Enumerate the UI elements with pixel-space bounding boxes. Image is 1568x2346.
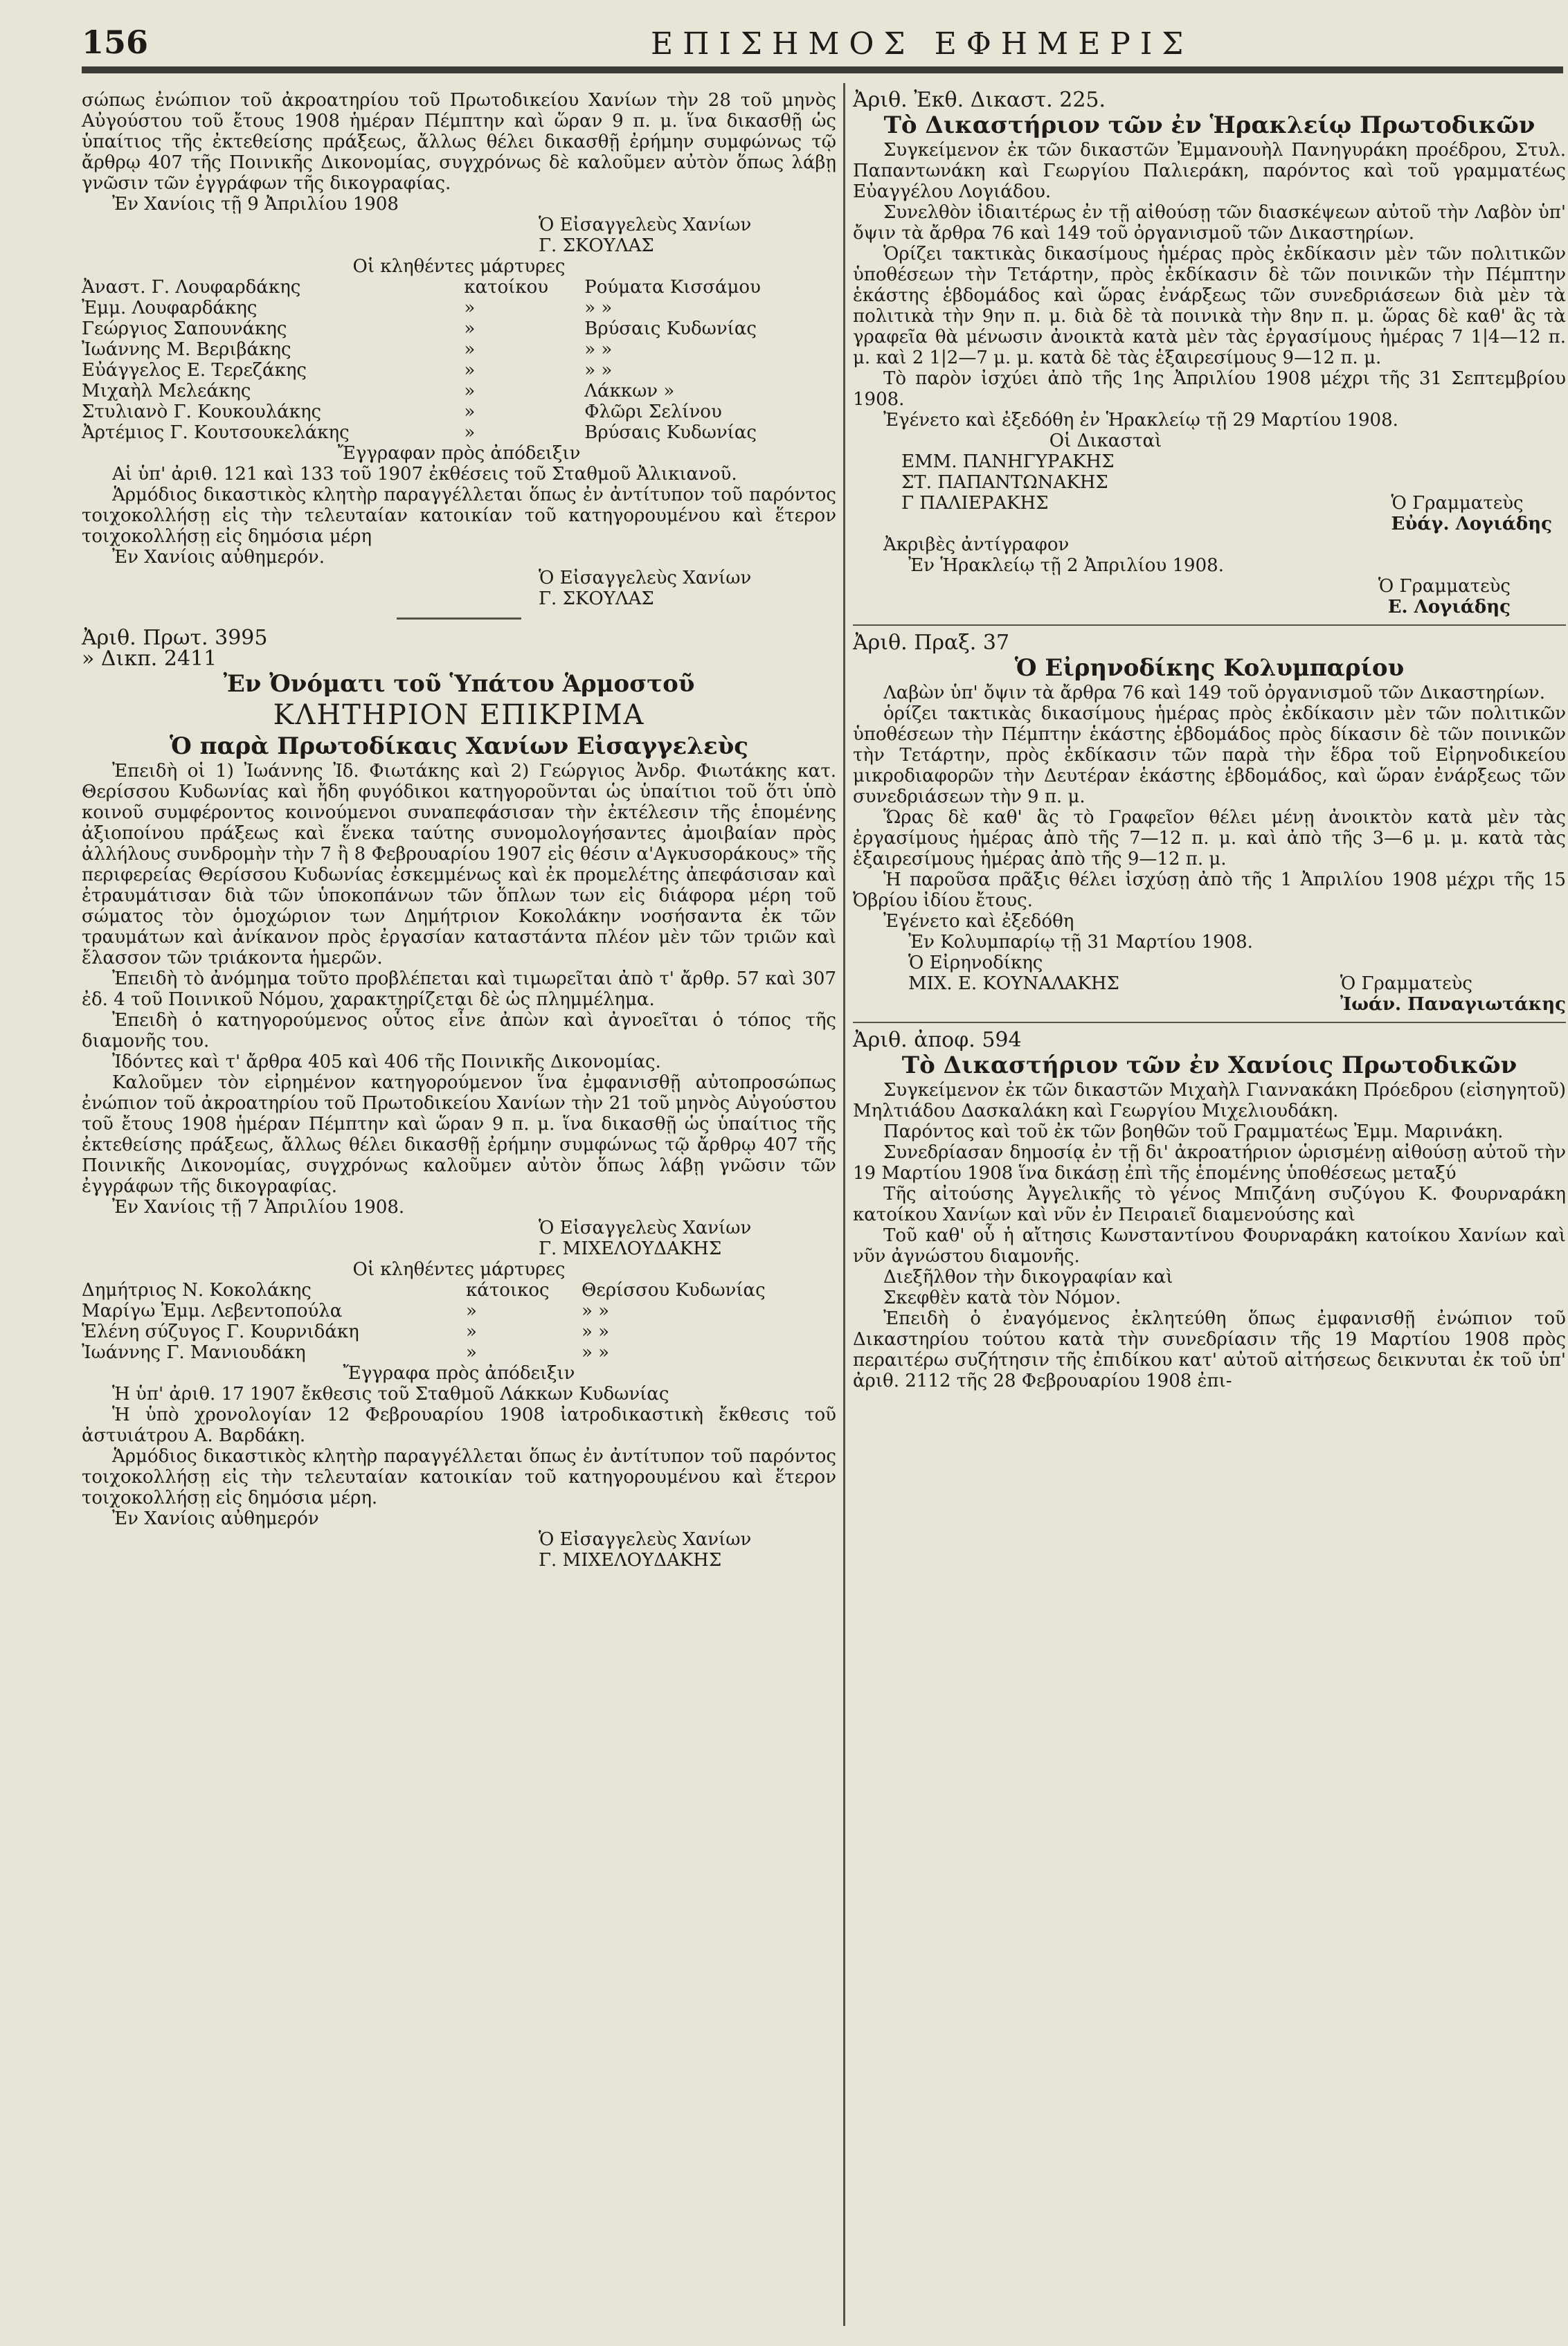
paragraph: Συγκείμενον ἐκ τῶν δικαστῶν Ἐμμανουὴλ Πανηγυράκη προέδρου, Στυλ. Παπαντωνάκη καὶ Γεωργίου Παλιεράκη, παρόντος καὶ τοῦ γραμματέως Εὐαγγέλου Λογιάδου. [853, 140, 1566, 202]
section-label: Ἔγγραφα πρὸς ἀπόδειξιν [343, 1363, 575, 1384]
section-label: Οἱ Δικασταὶ [1049, 431, 1162, 451]
signature-name: Ε. Λογιάδης [1387, 597, 1511, 617]
signatures-block [853, 953, 1566, 1015]
section-heading: Τὸ Δικαστήριον τῶν ἐν Χανίοις Πρωτοδικῶν [901, 1052, 1517, 1079]
paragraph: Λαβὼν ὑπ' ὄψιν τὰ ἄρθρα 76 καὶ 149 τοῦ ὀργανισμοῦ τῶν Δικαστηρίων. [883, 683, 1545, 703]
column-rule [843, 83, 845, 2326]
judges-block [853, 451, 1566, 534]
signature-title: Ὁ Εἰσαγγελεὺς Χανίων [539, 1529, 752, 1550]
date-line: Ἐν Ἡρακλείῳ τῇ 2 Ἀπριλίου 1908. [908, 555, 1224, 576]
date-line: Ἐν Χανίοις αὐθημερόν [112, 1508, 319, 1529]
paragraph: Τὸ παρὸν ἰσχύει ἀπὸ τῆς 1ης Ἀπριλίου 1908 μέχρι τῆς 31 Σεπτεμβρίου 1908. [853, 368, 1566, 410]
signature-title: Ὁ Εἰρηνοδίκης [908, 953, 1043, 973]
paragraph: Ἐπειδὴ ὁ ἐναγόμενος ἐκλητεύθη ὅπως ἐμφανισθῇ ἐνώπιον τοῦ Δικαστηρίου τούτου κατὰ τὴν συνεδρίασιν τῆς 19 Μαρτίου 1908 πρὸς περαιτέρω συζήτησιν τῆς ἐπιδίκου κατ' αὐτοῦ αἰτήσεως δεικνυται ἐκ τοῦ ὑπ' ἀριθ. 2112 τῆς 28 Φεβρουαρίου 1908 ἐπι- [853, 1308, 1566, 1391]
paragraph: Ἡ ὑπὸ χρονολογίαν 12 Φεβρουαρίου 1908 ἰατροδικαστικὴ ἔκθεσις τοῦ ἀστυιάτρου Α. Βαρδάκη. [82, 1405, 836, 1446]
table-row: Μαρίγω Ἐμμ. Λεβεντοπούλα » » » [82, 1301, 610, 1321]
paragraph: Αἱ ὑπ' ἀριθ. 121 καὶ 133 τοῦ 1907 ἐκθέσεις τοῦ Σταθμοῦ Ἀλικιανοῦ. [112, 464, 737, 485]
signature-name: Γ. ΣΚΟΥΛΑΣ [539, 235, 654, 256]
separator [853, 1022, 1566, 1023]
paragraph: Συνελθὸν ἰδιαιτέρως ἐν τῇ αἰθούσῃ τῶν διασκέψεων αὐτοῦ τὴν Λαβὸν ὑπ' ὄψιν τὰ ἄρθρα 76 καὶ 149 τοῦ ὀργανισμοῦ τῶν Δικαστηρίων. [853, 202, 1566, 244]
signature-title: Ὁ Εἰσαγγελεὺς Χανίων [539, 568, 752, 588]
paragraph: Τοῦ καθ' οὗ ἡ αἴτησις Κωνσταντίνου Φουρναράκη κατοίκου Χανίων καὶ νῦν ἀγνώστου διαμονῆς. [853, 1225, 1566, 1267]
header-rule [82, 66, 1563, 73]
protocol-number: Ἀριθ. Πρωτ. 3995 [82, 626, 268, 650]
table-row: Δημήτριος Ν. Κοκολάκης κάτοικος Θερίσσου Κυδωνίας [82, 1280, 766, 1301]
date-line: Ἐν Χανίοις τῇ 9 Ἀπριλίου 1908 [112, 194, 399, 215]
signature-title: Ὁ Γραμματεὺς [1378, 576, 1511, 597]
paragraph: Ἐπειδὴ ὁ κατηγορούμενος οὗτος εἶνε ἀπὼν καὶ ἀγνοεῖται ὁ τόπος τῆς διαμονῆς του. [82, 1010, 836, 1052]
separator [397, 617, 521, 620]
paragraph: Ἐγένετο καὶ ἐξεδόθη [883, 911, 1074, 932]
paragraph: Ἐπειδὴ οἱ 1) Ἰωάννης Ἰδ. Φιωτάκης καὶ 2) Γεώργιος Ἀνδρ. Φιωτάκης κατ. Θερίσσου Κυδωνίας καὶ ἤδη φυγόδικοι κατηγοροῦνται ὡς ὑπαίτιοι τοῦ ὅτι ὑπὸ κοινοῦ συμφέροντος κοινούμενοι συναπεφάσισαν τὴν ἐκτέλεσιν τῆς ἑπομένης ἀξιοποίνου πράξεως καὶ ἕνεκα ταύτης συνομολογήσαντες ἀμοιβαίαν πρὸς ἀλλήλους συνδρομὴν τὴν 7 ἢ 8 Φεβρουαρίου 1907 εἰς θέσιν α'Αγκυσοράκους» τῆς περιφερείας Θερίσσου Κυδωνίας ἐσκεμμένως καὶ ἐκ προμελέτης ἀπεφάσισαν καὶ ἐτραυμάτισαν διὰ τῶν ὑποκοπάνων τῶν ὅπλων των εἰς διάφορα μέρη τοῦ σώματος τὸν ὁμοχώριον των Δημήτριον Κοκολάκην νοσήσαντα ἐκ τῶν τραυμάτων καὶ ἀνίκανον πρὸς ἐργασίαν καταστάντα πλέον μὲν τῶν τριῶν καὶ ἔλασσον τῶν τριάκοντα ἡμερῶν. [82, 761, 836, 968]
paragraph: Συγκείμενον ἐκ τῶν δικαστῶν Μιχαὴλ Γιαννακάκη Πρόεδρου (εἰσηγητοῦ) Μηλτιάδου Δασκαλάκη καὶ Γεωργίου Μιχελιουδάκη. [853, 1080, 1566, 1121]
page-number: 156 [82, 24, 149, 61]
section-label: Οἱ κληθέντες μάρτυρες [352, 1259, 566, 1280]
signature-name: Γ. ΣΚΟΥΛΑΣ [539, 588, 654, 609]
paragraph: ὁρίζει τακτικὰς δικασίμους ἡμέρας πρὸς ἐκδίκασιν μὲν τῶν πολιτικῶν ὑποθέσεων τὴν Πέμπτην ἑκάστης ἑβδομάδος πρὸς δίκασιν δὲ τῶν ποινικῶν τὴν Τετάρτην, πρὸς ἐκδίκασιν τῶν παρὰ τὴν ἕδρα τοῦ Εἰρηνοδικείου μικροδιαφορῶν τὴν Δευτέραν ἑκάστης ἑβδομάδος, καὶ ὥραν ἐνάρξεως τῶν συνεδριάσεων τὴν 9 π. μ. [853, 703, 1566, 807]
date-line: Ἐγένετο καὶ ἐξεδόθη ἐν Ἡρακλείῳ τῇ 29 Μαρτίου 1908. [883, 410, 1398, 431]
paragraph: Ἡ ὑπ' ἀριθ. 17 1907 ἔκθεσις τοῦ Σταθμοῦ Λάκκων Κυδωνίας [112, 1384, 669, 1405]
case-number: » Δικπ. 2411 [82, 647, 217, 671]
table-row: Ἀναστ. Γ. Λουφαρδάκης κατοίκου Ρούματα Κισσάμου [82, 277, 761, 298]
table-row: Ἑλένη σύζυγος Γ. Κουρνιδάκη » » » [82, 1321, 610, 1342]
signature-title: Ὁ Γραμματεὺς [1391, 493, 1524, 514]
right-column [853, 90, 1566, 1391]
record-number: Ἀριθ. Ἐκθ. Δικαστ. 225. [853, 88, 1106, 112]
witness-table [82, 277, 836, 443]
judge-name: Γ ΠΑΛΙΕΡΑΚΗΣ [901, 493, 1049, 514]
date-line: Ἐν Χανίοις τῇ 7 Ἀπριλίου 1908. [112, 1197, 405, 1218]
date-line: Ἐν Χανίοις αὐθημερόν. [112, 547, 325, 568]
paragraph: Καλοῦμεν τὸν εἰρημένον κατηγορούμενον ἵνα ἐμφανισθῇ αὐτοπροσώπως ἐνώπιον τοῦ ἀκροατηρίου τοῦ Πρωτοδικείου Χανίων τὴν 21 τοῦ μηνὸς Αὐγούστου τοῦ ἔτους 1908 ἡμέραν Πέμπτην καὶ ὥραν 9 π. μ. ἵνα δικασθῇ ὡς ὑπαίτιος τῆς ἐκτεθείσης πράξεως, ἄλλως θέλει δικασθῇ ἐρήμην συμφώνως τῷ ἄρθρῳ 407 τῆς Ποινικῆς Δικονομίας, συγχρόνως καλοῦμεν αὐτὸν ὅπως λάβῃ γνῶσιν τῶν ἐγγράφων τῆς δικογραφίας. [82, 1072, 836, 1197]
masthead-title: ΕΠΙΣΗΜΟΣ ΕΦΗΜΕΡΙΣ [651, 26, 1193, 62]
document-title: ΚΛΗΤΗΡΙΟΝ ΕΠΙΚΡΙΜΑ [273, 699, 645, 731]
table-row: Ἐμμ. Λουφαρδάκης » » » [82, 298, 613, 318]
paragraph: Ἐπειδὴ τὸ ἀνόμημα τοῦτο προβλέπεται καὶ τιμωρεῖται ἀπὸ τ' ἄρθρ. 57 καὶ 307 ἐδ. 4 τοῦ Ποινικοῦ Νόμου, χαρακτηρίζεται δὲ ὡς πλημμέλημα. [82, 968, 836, 1010]
table-row: Γεώργιος Σαπουνάκης » Βρύσαις Κυδωνίας [82, 318, 757, 339]
paragraph: Ὁρίζει τακτικὰς δικασίμους ἡμέρας πρὸς ἐκδίκασιν μὲν τῶν πολιτικῶν ὑποθέσεων τὴν Τετάρτην, πρὸς ἐκδίκασιν δὲ τῶν ποινικῶν τὴν Πέμπτην ἑκάστης ἑβδομάδος καὶ ὥρας ἐνάρξεως τῶν συνεδριάσεων διὰ μὲν τὰ πολιτικὰ τὴν 9ην π. μ. διὰ δὲ τὰ ποινικὰ τὴν 8ην π. μ. ὥρας δὲ καθ' ἃς τὰ γραφεῖα θὰ μένωσιν ἀνοικτὰ κατὰ μὲν τὰς ἐργασίμους ἡμέρας 7 1|4—12 π. μ. καὶ 2 1|2—7 μ. μ. κατὰ δὲ τὰς ἑξαιρεσίμους 9—12 π. μ. [853, 244, 1566, 368]
signature-name: Ἰωάν. Παναγιωτάκης [1340, 994, 1566, 1015]
date-line: Ἐν Κολυμπαρίῳ τῇ 31 Μαρτίου 1908. [908, 932, 1253, 953]
signature-name: Γ. ΜΙΧΕΛΟΥΔΑΚΗΣ [539, 1550, 722, 1571]
section-heading: Τὸ Δικαστήριον τῶν ἐν Ἡρακλείῳ Πρωτοδικῶν [883, 111, 1535, 139]
judge-name: ΣΤ. ΠΑΠΑΝΤΩΝΑΚΗΣ [901, 472, 1108, 493]
signature-title: Ὁ Εἰσαγγελεὺς Χανίων [539, 215, 752, 235]
record-number: Ἀριθ. Πραξ. 37 [853, 631, 1010, 655]
paragraph: Ὥρας δὲ καθ' ἃς τὸ Γραφεῖον θέλει μένῃ ἀνοικτὸν κατὰ μὲν τὰς ἐργασίμους ἡμέρας ἀπὸ τῆς 7—12 π. μ. καὶ ἀπὸ τῆς 3—6 μ. μ. κατὰ τὰς ἑξαιρεσίμους ἡμέρας ἀπὸ τῆς 9—12 π. μ. [853, 807, 1566, 869]
witness-table [82, 1280, 836, 1363]
paragraph: Ἀκριβὲς ἀντίγραφον [883, 534, 1070, 555]
paragraph: σώπως ἐνώπιον τοῦ ἀκροατηρίου τοῦ Πρωτοδικείου Χανίων τὴν 28 τοῦ μηνὸς Αὐγούστου τοῦ ἔτους 1908 ἡμέραν Πέμπτην καὶ ὥραν 9 π. μ. ἵνα δικασθῇ ὡς ὑπαίτιος τῆς ἐκτεθείσης πράξεως, ἄλλως θέλει δικασθῇ ἐρήμην συμφώνως τῷ ἄρθρῳ 407 τῆς Ποινικῆς Δικονομίας, συγχρόνως δὲ καλοῦμεν αὐτὸν ὅπως λάβῃ γνῶσιν τῶν ἐγγράφων τῆς δικογραφίας. [82, 90, 836, 194]
section-heading: Ὁ Εἰρηνοδίκης Κολυμπαρίου [1014, 654, 1405, 682]
paragraph: Ἁρμόδιος δικαστικὸς κλητὴρ παραγγέλλεται ὅπως ἐν ἀντίτυπον τοῦ παρόντος τοιχοκολλήσῃ εἰς τὴν τελευταίαν κατοικίαν τοῦ κατηγορουμένου καὶ ἕτερον τοιχοκολλήσῃ εἰς δημόσια μέρη [82, 485, 836, 547]
paragraph: Ἰδόντες καὶ τ' ἄρθρα 405 καὶ 406 τῆς Ποινικῆς Δικονομίας. [112, 1052, 661, 1072]
table-row: Εὐάγγελος Ε. Τερεζάκης » » » [82, 360, 613, 381]
judge-name: ΕΜΜ. ΠΑΝΗΓΥΡΑΚΗΣ [901, 451, 1115, 472]
paragraph: Ἁρμόδιος δικαστικὸς κλητὴρ παραγγέλλεται ὅπως ἐν ἀντίτυπον τοῦ παρόντος τοιχοκολλήσῃ εἰς τὴν τελευταίαν κατοικίαν τοῦ κατηγορουμένου καὶ ἕτερον τοιχοκολλήσῃ εἰς δημόσια μέρη. [82, 1446, 836, 1508]
invocation-line: Ἐν Ὀνόματι τοῦ Ὑπάτου Ἁρμοστοῦ [223, 670, 695, 698]
table-row: Μιχαὴλ Μελεάκης » Λάκκων » [82, 381, 675, 401]
table-row: Στυλιανὸ Γ. Κουκουλάκης » Φλῶρι Σελίνου [82, 401, 722, 422]
separator [853, 624, 1566, 626]
signature-title: Ὁ Γραμματεὺς [1340, 973, 1472, 994]
signature-name: Γ. ΜΙΧΕΛΟΥΔΑΚΗΣ [539, 1238, 722, 1259]
paragraph: Συνεδρίασαν δημοσίᾳ ἐν τῇ δι' ἀκροατήριον ὡρισμένῃ αἰθούσῃ αὐτοῦ τὴν 19 Μαρτίου 1908 ἵνα δικάσῃ ἐπὶ τῆς ἑπομένης ὑποθέσεως μεταξύ [853, 1142, 1566, 1184]
table-row: Ἰωάννης Γ. Μανιουδάκη » » » [82, 1342, 610, 1363]
document-subtitle: Ὁ παρὰ Πρωτοδίκαις Χανίων Εἰσαγγελεὺς [169, 732, 749, 760]
signature-name: ΜΙΧ. Ε. ΚΟΥΝΑΛΑΚΗΣ [908, 973, 1119, 994]
left-column [82, 90, 836, 1571]
table-row: Ἰωάννης Μ. Βεριβάκης » » » [82, 339, 613, 360]
table-row: Ἀρτέμιος Γ. Κουτσουκελάκης » Βρύσαις Κυδωνίας [82, 422, 757, 443]
decision-number: Ἀριθ. ἀποφ. 594 [853, 1028, 1022, 1052]
paragraph: Τῆς αἰτούσης Ἀγγελικῆς τὸ γένος Μπιζάνη συζύγου Κ. Φουρναράκη κατοίκου Χανίων καὶ νῦν ἐν Πειραιεῖ διαμενούσης καὶ [853, 1184, 1566, 1225]
signature-title: Ὁ Εἰσαγγελεὺς Χανίων [539, 1218, 752, 1238]
paragraph: Σκεφθὲν κατὰ τὸν Νόμον. [883, 1288, 1121, 1308]
signature-name: Εὐάγ. Λογιάδης [1391, 514, 1552, 534]
section-label: Ἔγγραφαν πρὸς ἀπόδειξιν [337, 443, 581, 464]
paragraph: Διεξῆλθον τὴν δικογραφίαν καὶ [883, 1267, 1173, 1288]
paragraph: Ἡ παροῦσα πρᾶξις θέλει ἰσχύσῃ ἀπὸ τῆς 1 Ἀπριλίου 1908 μέχρι τῆς 15 Ὀβρίου ἰδίου ἔτους. [853, 869, 1566, 911]
section-label: Οἱ κληθέντες μάρτυρες [352, 256, 566, 277]
paragraph: Παρόντος καὶ τοῦ ἐκ τῶν βοηθῶν τοῦ Γραμματέως Ἐμμ. Μαρινάκη. [883, 1121, 1504, 1142]
